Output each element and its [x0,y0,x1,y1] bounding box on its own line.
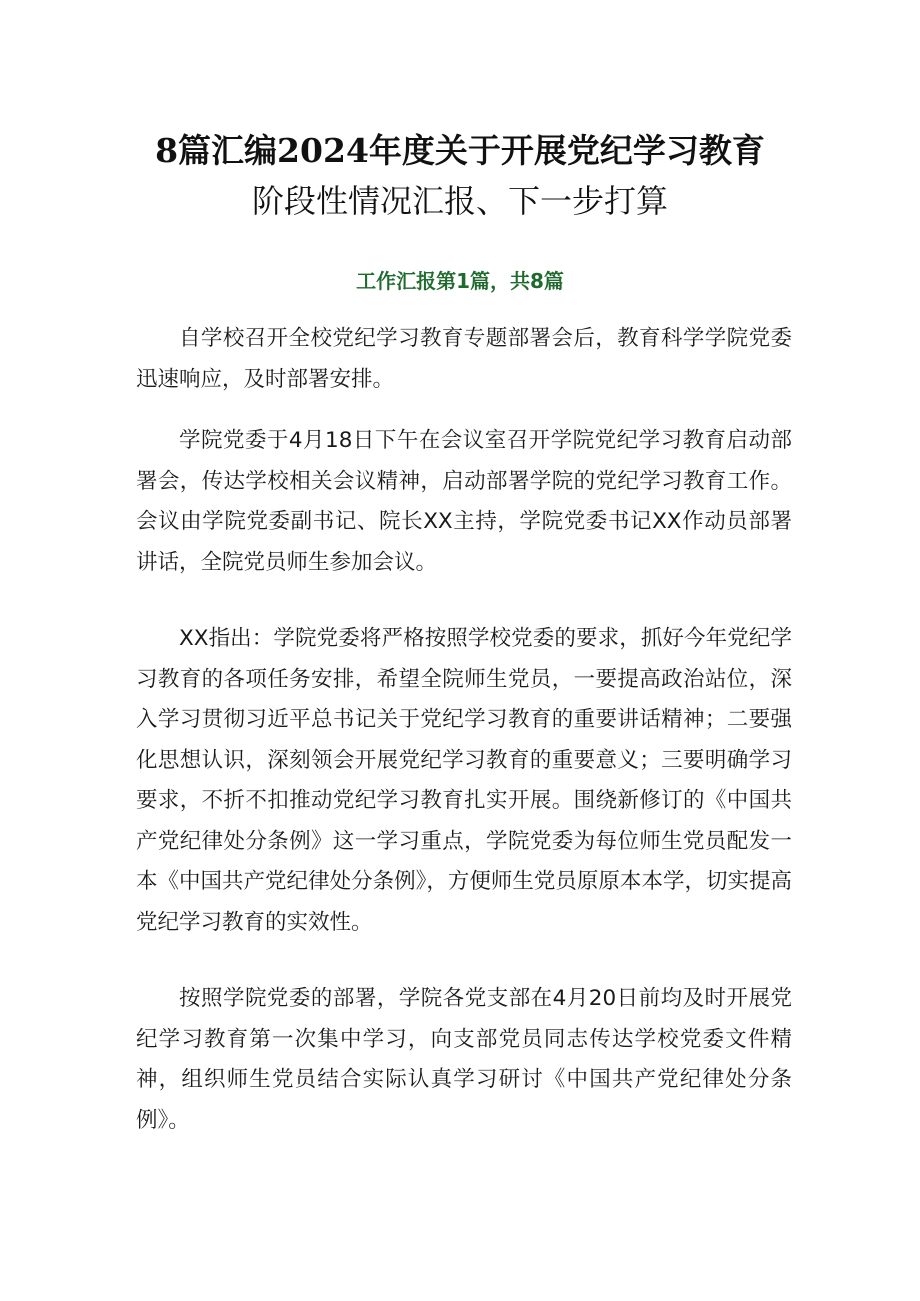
paragraph-4: 按照学院党委的部署，学院各党支部在4月20日前均及时开展党纪学习教育第一次集中学习，向支部党员同志传达学校党委文件精神，组织师生党员结合实际认真学习研讨《中国共产党纪律处分条例》。 [136,986,792,1133]
paragraph-2: 学院党委于4月18日下午在会议室召开学院党纪学习教育启动部署会，传达学校相关会议精神，启动部署学院的党纪学习教育工作。会议由学院党委副书记、院长XX主持，学院党委书记XX作动员部署讲话，全院党员师生参加会议。 [136,428,792,575]
paragraph-3: XX指出：学院党委将严格按照学校党委的要求，抓好今年党纪学习教育的各项任务安排，希望全院师生党员，一要提高政治站位，深入学习贯彻习近平总书记关于党纪学习教育的重要讲话精神；二要强化思想认识，深刻领会开展党纪学习教育的重要意义；三要明确学习要求，不折不扣推动党纪学习教育扎实开展。围绕新修订的《中国共产党纪律处分条例》这一学习重点，学院党委为每位师生党员配发一本《中国共产党纪律处分条例》，方便师生党员原原本本学，切实提高党纪学习教育的实效性。 [136,626,792,935]
document-title [0,126,920,226]
paragraph-1: 自学校召开全校党纪学习教育专题部署会后，教育科学学院党委迅速响应，及时部署安排。 [136,326,792,392]
section-heading: 工作汇报第1篇，共8篇 [356,269,564,293]
document-title-line-2: 阶段性情况汇报、下一步打算 [251,182,668,221]
document-title-line-1: 8篇汇编2024年度关于开展党纪学习教育 [155,131,765,171]
